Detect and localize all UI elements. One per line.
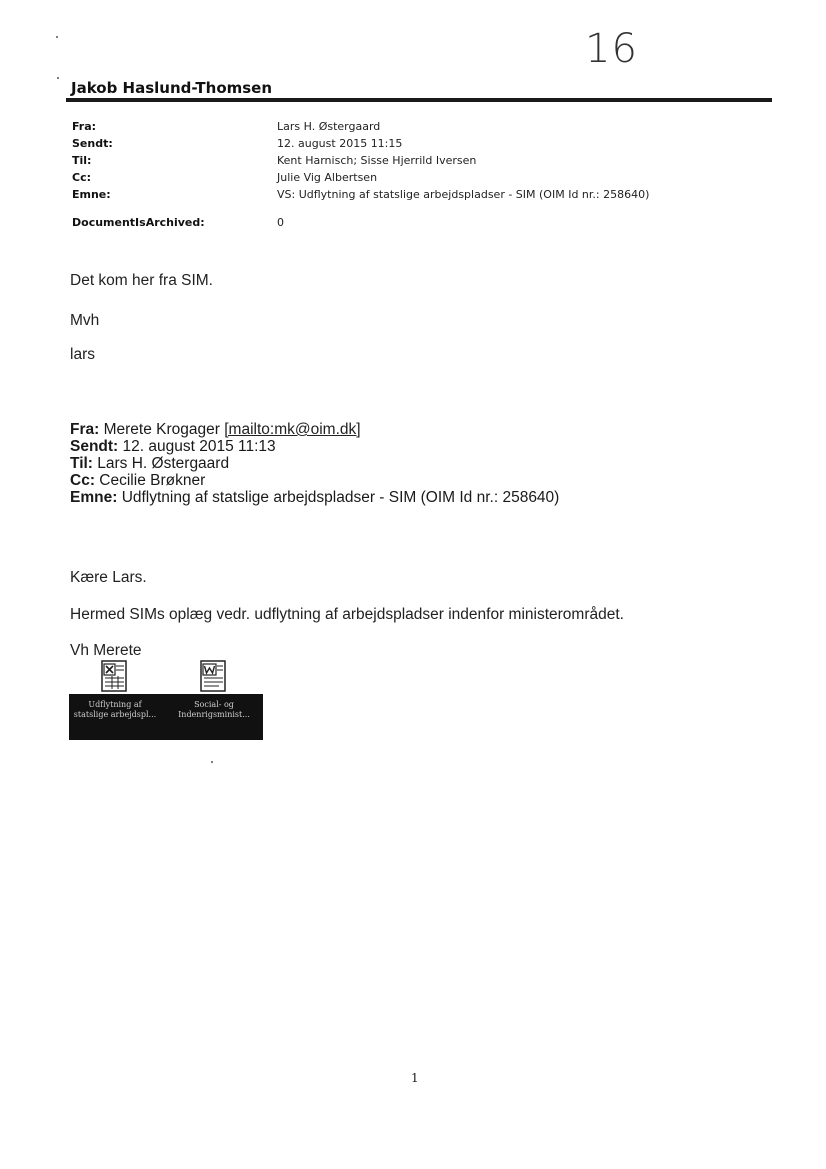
- forwarded-subject-value: Udflytning af statslige arbejdspladser - SIM (OIM Id nr.: 258640): [121, 489, 560, 506]
- forwarded-sent-value: 12. august 2015 11:13: [122, 438, 276, 455]
- forwarded-label: Til:: [70, 455, 93, 472]
- mailbox-owner-name: Jakob Haslund-Thomsen: [71, 79, 273, 97]
- header-value: 0: [277, 216, 284, 229]
- header-label: DocumentIsArchived:: [72, 216, 205, 229]
- forwarded-cc: [70, 472, 559, 489]
- page-footer-number: 1: [411, 1071, 419, 1085]
- handwritten-page-number: 16: [585, 26, 638, 72]
- header-row-from: [72, 118, 649, 135]
- forwarded-subject: [70, 489, 559, 506]
- header-label: Fra:: [72, 120, 97, 133]
- header-row-cc: [72, 169, 649, 186]
- forwarded-sent: [70, 438, 559, 455]
- forwarded-label: Cc:: [70, 472, 95, 489]
- forwarded-from-name: Merete Krogager: [103, 421, 220, 438]
- attachment-name-line: Udflytning af: [88, 700, 142, 709]
- forwarded-to: [70, 455, 559, 472]
- forwarded-to-value: Lars H. Østergaard: [97, 455, 230, 472]
- forwarded-label: Fra:: [70, 421, 100, 438]
- header-label: Emne:: [72, 188, 111, 201]
- forwarded-signoff: Vh Merete: [70, 642, 142, 659]
- header-value: Lars H. Østergaard: [277, 120, 381, 133]
- header-label: Til:: [72, 154, 92, 167]
- body-line: Mvh: [70, 312, 100, 329]
- forwarded-from: [70, 421, 559, 438]
- body-line: lars: [70, 346, 95, 363]
- forwarded-label: Emne:: [70, 489, 118, 506]
- header-value: 12. august 2015 11:15: [277, 137, 403, 150]
- forwarded-label: Sendt:: [70, 438, 119, 455]
- attachment-name-line: statslige arbejdspl...: [73, 710, 157, 719]
- attachment-label[interactable]: [167, 700, 261, 720]
- attachment-name-line: Indenrigsminist...: [178, 710, 250, 719]
- header-row-subject: [72, 186, 649, 203]
- scan-speck: [56, 36, 58, 38]
- forwarded-header: [70, 421, 559, 506]
- header-label: Cc:: [72, 171, 91, 184]
- header-divider: [66, 98, 772, 102]
- email-header: [72, 118, 649, 231]
- forwarded-cc-value: Cecilie Brøkner: [99, 472, 206, 489]
- header-row-archived: [72, 214, 649, 231]
- attachment-strip: [69, 694, 263, 740]
- excel-file-icon[interactable]: [101, 660, 127, 692]
- word-file-icon[interactable]: [200, 660, 226, 692]
- body-line: Det kom her fra SIM.: [70, 272, 213, 289]
- header-row-sent: [72, 135, 649, 152]
- attachment-label[interactable]: [68, 700, 162, 720]
- header-label: Sendt:: [72, 137, 113, 150]
- mailto-link[interactable]: [mailto:mk@oim.dk]: [224, 421, 361, 438]
- header-value: VS: Udflytning af statslige arbejdspladser - SIM (OIM Id nr.: 258640): [277, 188, 650, 201]
- scan-speck: [57, 77, 59, 79]
- attachment-name-line: Social- og: [194, 700, 234, 709]
- scan-speck: [211, 761, 213, 763]
- header-row-to: [72, 152, 649, 169]
- forwarded-message: Hermed SIMs oplæg vedr. udflytning af arbejdspladser indenfor ministerområdet.: [70, 606, 624, 623]
- header-value: Julie Vig Albertsen: [277, 171, 378, 184]
- header-value: Kent Harnisch; Sisse Hjerrild Iversen: [277, 154, 477, 167]
- forwarded-greeting: Kære Lars.: [70, 569, 147, 586]
